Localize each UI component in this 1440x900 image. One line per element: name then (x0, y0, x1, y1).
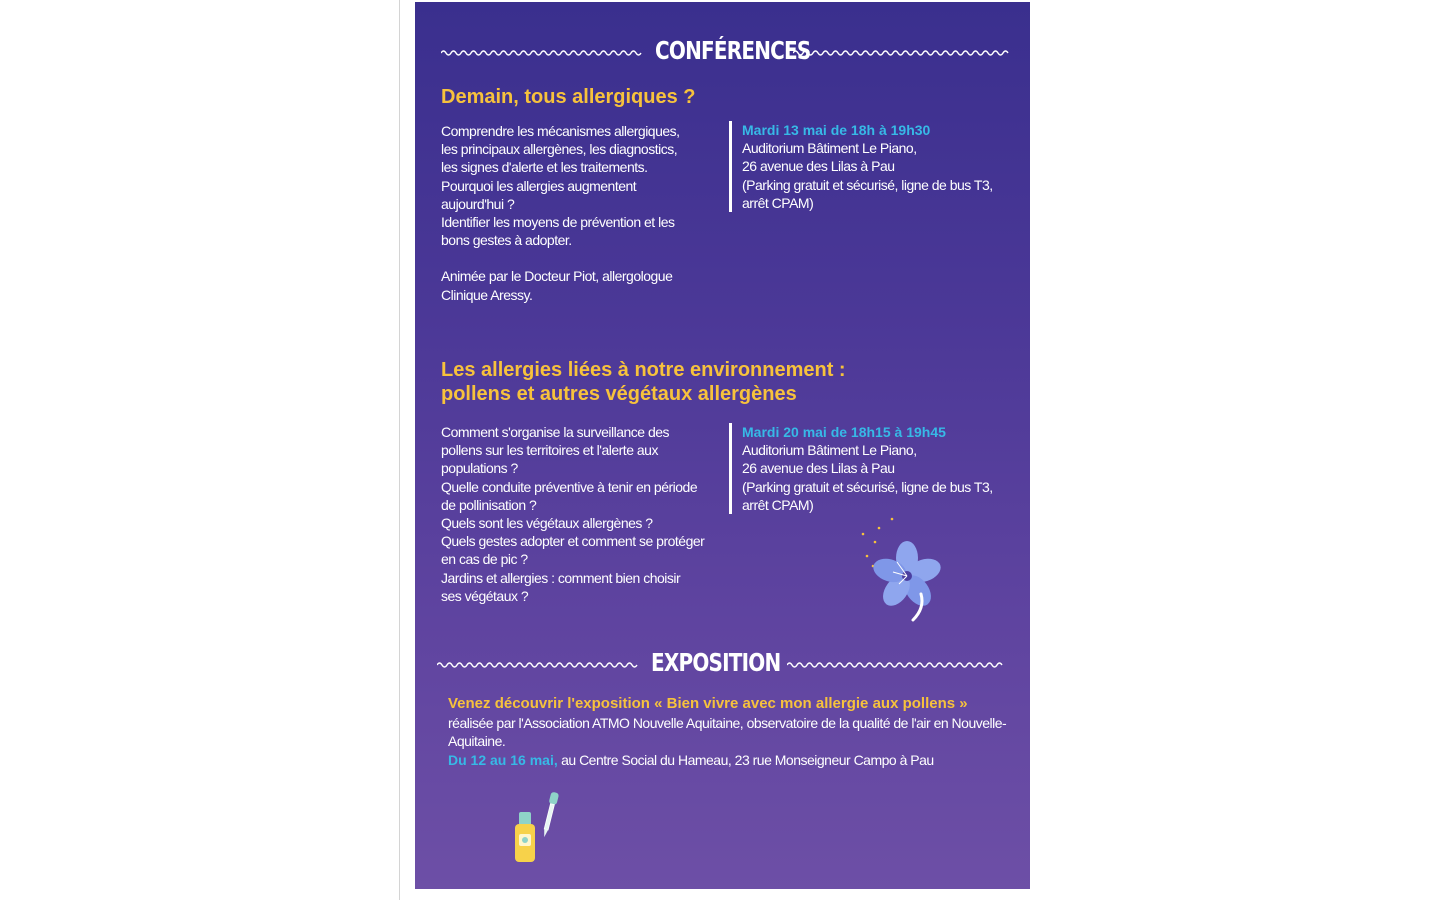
exposition-body-line: Aquitaine. (448, 733, 506, 749)
conferences-section-title (415, 36, 1030, 76)
conference-1-date: Mardi 13 mai de 18h à 19h30 (742, 122, 931, 138)
page-divider (399, 0, 400, 900)
description-line: Quels gestes adopter et comment se protéger (441, 533, 705, 550)
description-line: ses végétaux ? (441, 587, 529, 604)
decorative-wave-left (441, 46, 643, 60)
conference-1-details (729, 121, 1030, 212)
exposition-title: EXPOSITION (651, 648, 781, 677)
description-line: Pourquoi les allergies augmentent (441, 177, 637, 194)
description-line: en cas de pic ? (441, 551, 528, 568)
description-line: Comprendre les mécanismes allergiques, (441, 123, 680, 139)
description-line: aujourd'hui ? (441, 195, 515, 212)
conference-2-heading (441, 358, 846, 406)
exposition-dates-line (448, 751, 1008, 770)
venue-line: Auditorium Bâtiment Le Piano, (742, 140, 917, 157)
flower-icon (845, 514, 945, 624)
heading-line: Les allergies liées à notre environnement : (441, 359, 846, 381)
description-line: Identifier les moyens de prévention et les (441, 214, 675, 231)
description-line: pollens sur les territoires et l'alerte aux (441, 442, 658, 459)
flyer-panel (415, 2, 1030, 889)
venue-line: 26 avenue des Lilas à Pau (742, 158, 895, 175)
exposition-body-line: réalisée par l'Association ATMO Nouvelle Aquitaine, observatoire de la qualité de l'air en Nouvelle- (448, 714, 1007, 731)
exposition-headline: Venez découvrir l'exposition « Bien vivre avec mon allergie aux pollens » (448, 695, 968, 712)
decorative-wave-left (437, 658, 639, 672)
description-line: populations ? (441, 460, 518, 477)
description-line: de pollinisation ? (441, 496, 537, 513)
venue-line: arrêt CPAM) (742, 194, 814, 211)
heading-line: pollens et autres végétaux allergènes (441, 383, 797, 405)
description-line: les signes d'alerte et les traitements. (441, 159, 648, 176)
conference-2-details (729, 423, 1030, 514)
exposition-dates: Du 12 au 16 mai, (448, 751, 558, 768)
description-line: Quels sont les végétaux allergènes ? (441, 515, 653, 532)
conference-2-date: Mardi 20 mai de 18h15 à 19h45 (742, 424, 946, 440)
decorative-wave-right (787, 658, 1005, 672)
description-line: Jardins et allergies : comment bien choisir (441, 569, 681, 586)
host-line: Animée par le Docteur Piot, allergologue (441, 268, 673, 285)
conferences-title: CONFÉRENCES (655, 36, 811, 65)
exposition-section-title (415, 648, 1030, 688)
exposition-details (448, 695, 1008, 769)
venue-line: 26 avenue des Lilas à Pau (742, 460, 895, 477)
conference-1-heading: Demain, tous allergiques ? (441, 86, 696, 108)
conference-1-description (441, 122, 711, 304)
host-line: Clinique Aressy. (441, 286, 533, 303)
dropper-bottle-icon (507, 790, 567, 870)
venue-line: (Parking gratuit et sécurisé, ligne de bus T3, (742, 176, 993, 193)
venue-line: (Parking gratuit et sécurisé, ligne de bus T3, (742, 478, 993, 495)
description-line: Comment s'organise la surveillance des (441, 424, 670, 440)
conference-2-description (441, 423, 711, 605)
decorative-wave-right (793, 46, 1009, 60)
description-line: les principaux allergènes, les diagnostics, (441, 141, 678, 158)
exposition-location: au Centre Social du Hameau, 23 rue Monseigneur Campo à Pau (557, 751, 934, 768)
venue-line: arrêt CPAM) (742, 496, 814, 513)
description-line: bons gestes à adopter. (441, 232, 572, 249)
description-line: Quelle conduite préventive à tenir en période (441, 478, 698, 495)
venue-line: Auditorium Bâtiment Le Piano, (742, 442, 917, 459)
